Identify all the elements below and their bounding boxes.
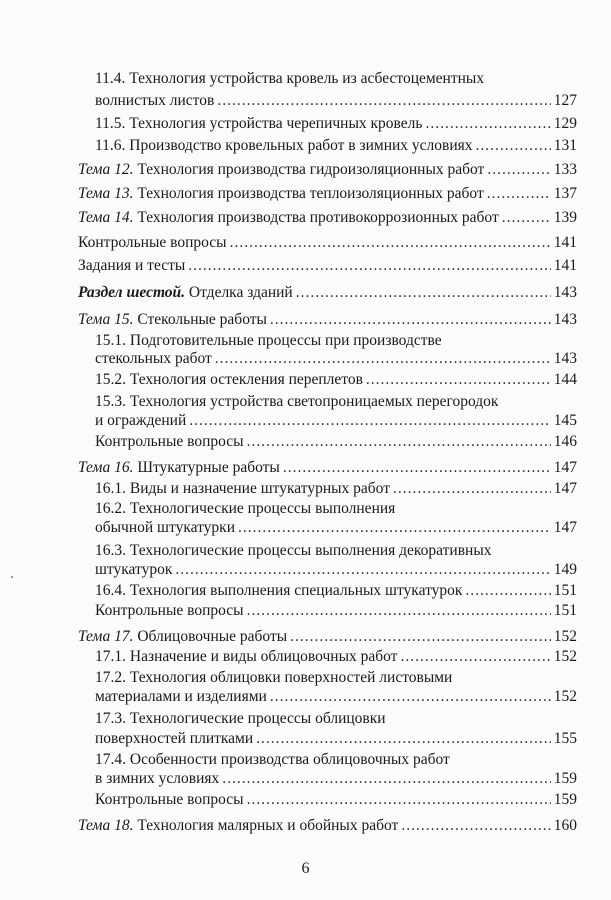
toc-page-number: 133 <box>553 161 577 178</box>
toc-page-number: 152 <box>553 688 577 705</box>
toc-entry-title: в зимних условиях <box>95 770 220 787</box>
toc-entry <box>95 432 577 451</box>
toc-entry <box>95 411 577 430</box>
toc-entry-title: 11.5. Технология устройства черепичных кровель <box>95 115 423 132</box>
toc-entry-line: 15.1. Подготовительные процессы при производстве <box>95 332 442 349</box>
toc-page-number: 129 <box>553 115 577 132</box>
toc-entry-title: волнистых листов <box>95 92 215 109</box>
toc-entry-line: 17.4. Особенности производства облицовочных работ <box>95 751 450 768</box>
toc-entry-title: Тема 13. Технология производства теплоизоляционных работ <box>78 185 484 202</box>
toc-page-number: 143 <box>553 284 577 301</box>
section-prefix: Раздел шестой. <box>78 284 186 301</box>
toc-entry-title: и ограждений <box>95 412 187 429</box>
toc-page-number: 143 <box>553 311 577 328</box>
toc-entry <box>95 370 577 389</box>
toc-entry-title: Тема 14. Технология производства противокоррозионных работ <box>78 209 499 226</box>
toc-entry-title: Тема 16. Штукатурные работы <box>78 459 280 476</box>
toc-entry <box>95 91 577 110</box>
toc-page-number: 147 <box>553 519 577 536</box>
toc-entry-title: Контрольные вопросы <box>78 234 227 251</box>
toc-entry-title: Контрольные вопросы <box>95 433 244 450</box>
toc-entry-title: 17.1. Назначение и виды облицовочных работ <box>95 648 398 665</box>
toc-page-number: 152 <box>553 628 577 645</box>
toc-page-number: 127 <box>553 92 577 109</box>
scan-speck <box>11 576 13 578</box>
toc-entry <box>78 233 577 252</box>
toc-entry-line: 16.3. Технологические процессы выполнения декоративных <box>95 542 492 559</box>
toc-entry-title: 16.1. Виды и назначение штукатурных работ <box>95 480 390 497</box>
toc-entry-title: Раздел шестой. Отделка зданий <box>78 284 293 301</box>
toc-entry-title: материалами и изделиями <box>95 688 267 705</box>
toc-page-number: 141 <box>553 257 577 274</box>
toc-page-number: 145 <box>553 412 577 429</box>
toc-entry <box>78 208 577 227</box>
toc-entry <box>95 518 577 537</box>
toc-page-number: 144 <box>553 371 577 388</box>
toc-entry-title: 15.2. Технология остекления переплетов <box>95 371 363 388</box>
toc-entry <box>95 647 577 666</box>
toc-page-number: 159 <box>553 791 577 808</box>
toc-page-number: 152 <box>553 648 577 665</box>
toc-page-number: 160 <box>553 817 577 834</box>
toc-entry <box>78 816 577 835</box>
toc-entry <box>95 349 577 368</box>
toc-entry <box>95 687 577 706</box>
topic-prefix: Тема 15. <box>78 311 134 328</box>
toc-entry <box>78 310 577 329</box>
toc-page-number: 149 <box>553 561 577 578</box>
toc-page-number: 137 <box>553 185 577 202</box>
topic-prefix: Тема 14. <box>78 209 134 226</box>
toc-page-number: 141 <box>553 234 577 251</box>
toc-entry <box>78 627 577 646</box>
toc-entry <box>95 479 577 498</box>
toc-entry-line: 16.2. Технологические процессы выполнения <box>95 500 396 517</box>
toc-entry-line: 15.3. Технология устройства светопроницаемых перегородок <box>95 393 499 410</box>
toc-entry <box>95 790 577 809</box>
toc-page-number: 146 <box>553 433 577 450</box>
topic-prefix: Тема 17. <box>78 628 134 645</box>
toc-entry-title: 11.6. Производство кровельных работ в зимних условиях <box>95 137 473 154</box>
toc-entry-title: Тема 18. Технология малярных и обойных работ <box>78 817 399 834</box>
toc-entry-title: 16.4. Технология выполнения специальных штукатурок <box>95 582 463 599</box>
toc-page-number: 159 <box>553 770 577 787</box>
toc-entry <box>78 160 577 179</box>
topic-prefix: Тема 16. <box>78 459 134 476</box>
toc-entry-line: 17.3. Технологические процессы облицовки <box>95 710 386 727</box>
toc-entry <box>95 729 577 748</box>
toc-entry-title: Контрольные вопросы <box>95 602 244 619</box>
toc-entry-line: 17.2. Технология облицовки поверхностей листовыми <box>95 669 453 686</box>
topic-prefix: Тема 13. <box>78 185 134 202</box>
topic-prefix: Тема 12. <box>78 161 134 178</box>
toc-entry-title: штукатурок <box>95 561 173 578</box>
toc-page-number: 155 <box>553 730 577 747</box>
toc-entry-title: стекольных работ <box>95 350 212 367</box>
toc-entry <box>95 136 577 155</box>
toc-entry <box>78 256 577 275</box>
toc-entry-title: поверхностей плитками <box>95 730 254 747</box>
topic-prefix: Тема 18. <box>78 817 134 834</box>
toc-section <box>78 283 577 302</box>
toc-entry-title: Задания и тесты <box>78 257 186 274</box>
toc-page-number: 139 <box>553 209 577 226</box>
toc-entry-title: обычной штукатурки <box>95 519 235 536</box>
toc-entry <box>78 184 577 203</box>
toc-entry-title: Тема 12. Технология производства гидроизоляционных работ <box>78 161 485 178</box>
toc-entry-line: 11.4. Технология устройства кровель из асбестоцементных <box>95 70 485 87</box>
toc-entry <box>95 581 577 600</box>
toc-entry-title: Тема 17. Облицовочные работы <box>78 628 288 645</box>
toc-page-number: 143 <box>553 350 577 367</box>
toc-page-number: 147 <box>553 480 577 497</box>
toc-entry-title: Контрольные вопросы <box>95 791 244 808</box>
toc-entry <box>95 560 577 579</box>
toc-entry <box>95 601 577 620</box>
toc-page-number: 147 <box>553 459 577 476</box>
toc-entry <box>78 458 577 477</box>
toc-page-number: 151 <box>553 582 577 599</box>
page-number: 6 <box>301 860 310 877</box>
toc-entry <box>95 769 577 788</box>
toc-entry-title: Тема 15. Стекольные работы <box>78 311 267 328</box>
toc-page-number: 151 <box>553 602 577 619</box>
toc-entry <box>95 114 577 133</box>
toc-page-number: 131 <box>553 137 577 154</box>
